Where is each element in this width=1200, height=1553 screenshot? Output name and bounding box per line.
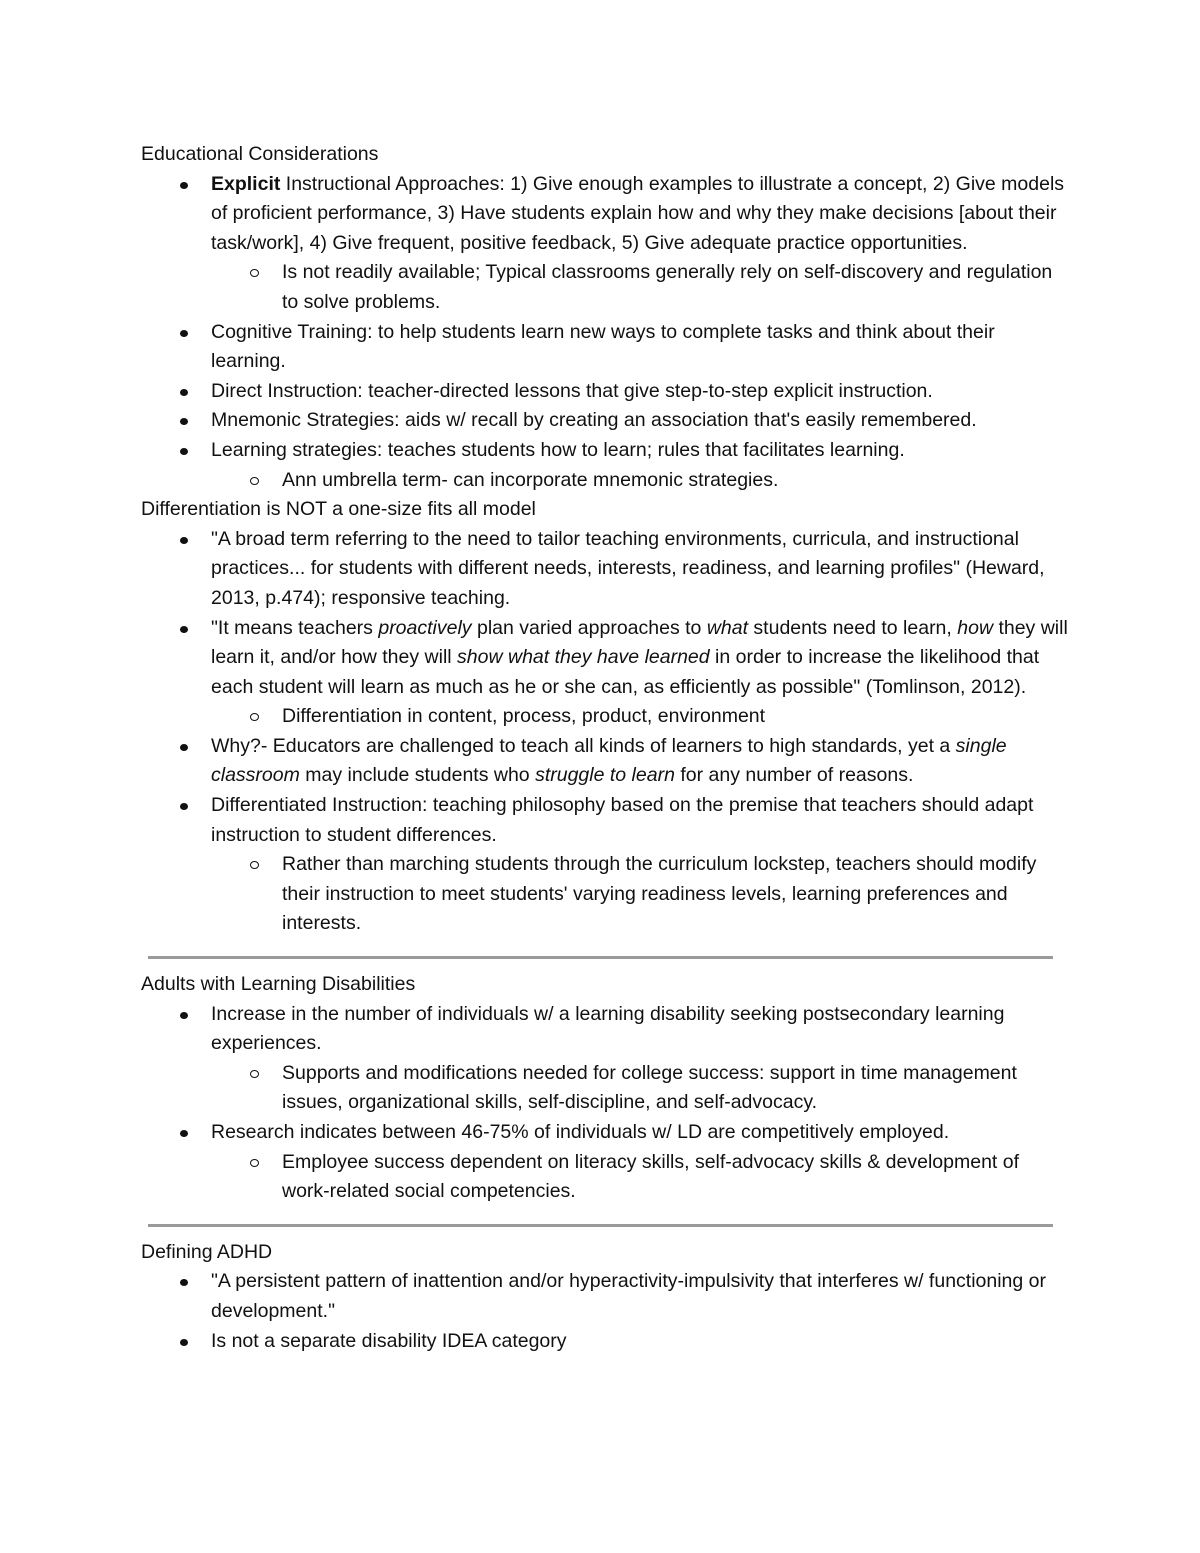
italic-text: what (706, 616, 749, 639)
bullet-list (141, 170, 1071, 496)
list-item (141, 732, 1071, 791)
italic-text: how (957, 616, 994, 639)
item-text: for any number of reasons. (674, 764, 914, 787)
item-text: plan varied approaches to (471, 616, 707, 639)
section-differentiation (141, 495, 1071, 939)
list-item: Cognitive Training: to help students learn new ways to complete tasks and think about their learning. (141, 318, 1071, 377)
sub-list-item: Ann umbrella term- can incorporate mnemonic strategies. (141, 466, 1071, 496)
italic-text: proactively (378, 616, 472, 639)
section-heading: Differentiation is NOT a one-size fits all model (141, 498, 536, 521)
sub-list-item: Employee success dependent on literacy skills, self-advocacy skills & development of work-related social competencies. (141, 1148, 1071, 1207)
list-item (141, 170, 1071, 259)
bullet-list (141, 525, 1071, 939)
bold-lead: Explicit (211, 172, 281, 195)
bullet-list (141, 1000, 1071, 1207)
item-text: students need to learn, (748, 616, 958, 639)
item-text: "It means teachers (211, 616, 379, 639)
horizontal-rule (148, 1224, 1053, 1227)
horizontal-rule (148, 956, 1053, 959)
italic-text: single classroom (211, 734, 1007, 787)
section-educational-considerations (141, 140, 1071, 495)
section-heading: Educational Considerations (141, 143, 379, 165)
item-text: they will learn it, and/or how they will (211, 616, 1068, 669)
section-defining-adhd (141, 1238, 1071, 1356)
list-item (141, 614, 1071, 703)
section-adults-learning-disabilities (141, 970, 1071, 1207)
list-item: "A persistent pattern of inattention and/or hyperactivity-impulsivity that interferes w/ functioning or development." (141, 1267, 1071, 1326)
list-item: Increase in the number of individuals w/ a learning disability seeking postsecondary learning experiences. (141, 1000, 1071, 1059)
list-item: Learning strategies: teaches students how to learn; rules that facilitates learning. (141, 436, 1071, 466)
item-text: Why?- Educators are challenged to teach all kinds of learners to high standards, yet a (211, 734, 956, 757)
list-item: Differentiated Instruction: teaching philosophy based on the premise that teachers should adapt instruction to student differences. (141, 791, 1071, 850)
item-text: in order to increase the likelihood that each student will learn as much as he or she can, as efficiently as possible" (Tomlinson, 2012). (211, 646, 1040, 698)
sub-list-item: Is not readily available; Typical classrooms generally rely on self-discovery and regulation to solve problems. (141, 258, 1071, 317)
item-text: may include students who (299, 764, 536, 787)
list-item: Mnemonic Strategies: aids w/ recall by creating an association that's easily remembered. (141, 406, 1071, 436)
section-heading: Adults with Learning Disabilities (141, 973, 416, 996)
sub-list-item: Rather than marching students through the curriculum lockstep, teachers should modify their instruction to meet students' varying readiness levels, learning preferences and interests. (141, 850, 1071, 939)
section-heading: Defining ADHD (141, 1240, 273, 1263)
list-item: Research indicates between 46-75% of individuals w/ LD are competitively employed. (141, 1118, 1071, 1148)
bullet-list (141, 1267, 1071, 1356)
document-content (141, 140, 1071, 1356)
list-item: Direct Instruction: teacher-directed lessons that give step-to-step explicit instruction. (141, 377, 1071, 407)
item-text: Instructional Approaches: 1) Give enough examples to illustrate a concept, 2) Give models of proficient performance, 3) Have students explain how and why they make decisions [about their task/work], 4) Give frequent, positive feedback, 5) Give adequate practice opportunities. (211, 172, 1065, 254)
italic-text: show what they have learned (457, 646, 710, 669)
italic-text: struggle to learn (535, 764, 675, 787)
list-item: Is not a separate disability IDEA category (141, 1327, 1071, 1357)
list-item: "A broad term referring to the need to tailor teaching environments, curricula, and instructional practices... for students with different needs, interests, readiness, and learning profiles" (Heward, 2013, p.474); responsive teaching. (141, 525, 1071, 614)
sub-list-item: Supports and modifications needed for college success: support in time management issues, organizational skills, self-discipline, and self-advocacy. (141, 1059, 1071, 1118)
sub-list-item: Differentiation in content, process, product, environment (141, 702, 1071, 732)
